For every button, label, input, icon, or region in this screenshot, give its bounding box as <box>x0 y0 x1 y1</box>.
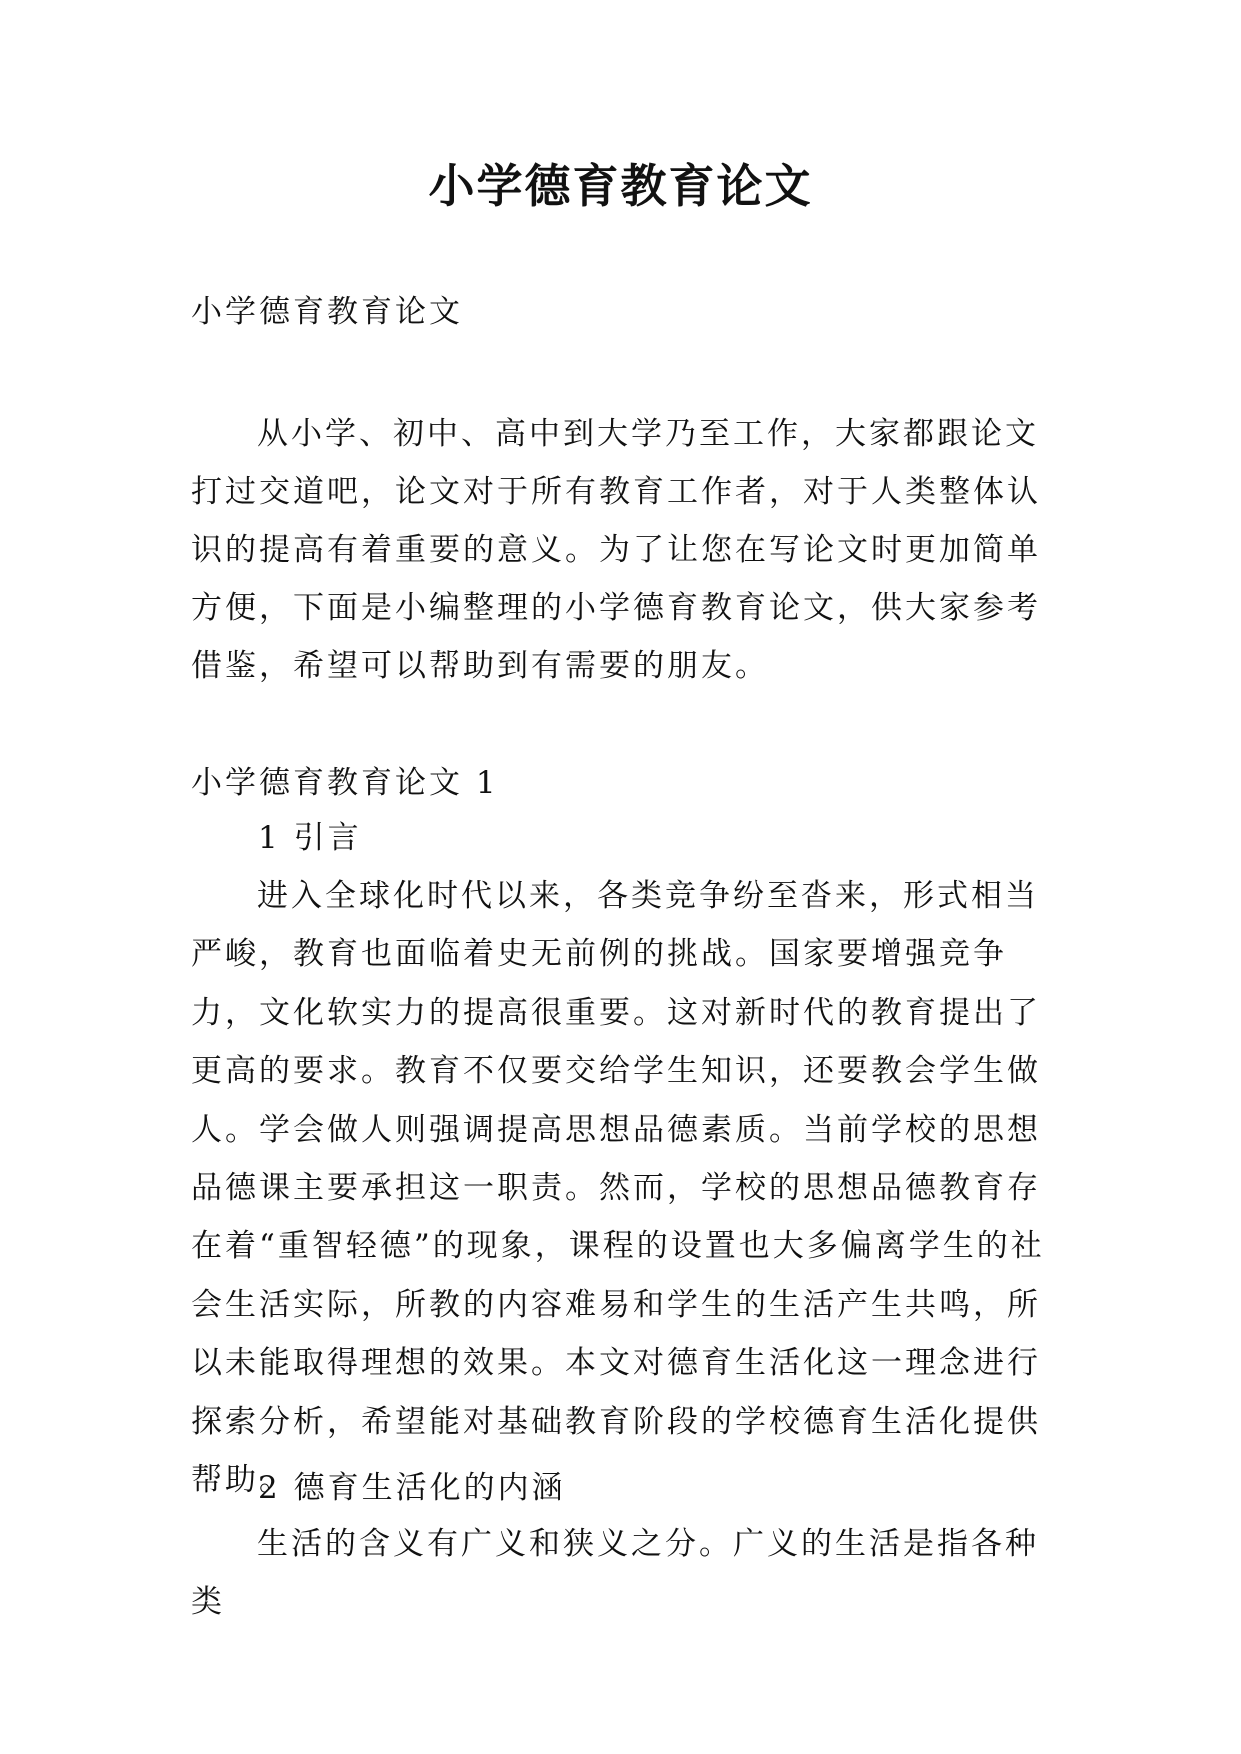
introduction-paragraph: 进入全球化时代以来，各类竞争纷至沓来，形式相当严峻，教育也面临着史无前例的挑战。国家要增强竞争力，文化软实力的提高很重要。这对新时代的教育提出了更高的要求。教育不仅要交给学生知识，还要教会学生做人。学会做人则强调提高思想品德素质。当前学校的思想品德课主要承担这一职责。然而，学校的思想品德教育存在着“重智轻德”的现象，课程的设置也大多偏离学生的社会生活实际，所教的内容难易和学生的生活产生共鸣，所以未能取得理想的效果。本文对德育生活化这一理念进行探索分析，希望能对基础教育阶段的学校德育生活化提供帮助。 <box>191 878 1045 1499</box>
subsection-heading-concept: 2 德育生活化的内涵 <box>258 1470 566 1506</box>
subsection-heading-introduction: 1 引言 <box>258 820 362 856</box>
intro-paragraph: 从小学、初中、高中到大学乃至工作，大家都跟论文打过交道吧，论文对于所有教育工作者，对于人类整体认识的提高有着重要的意义。为了让您在写论文时更加简单方便，下面是小编整理的小学德育教育论文，供大家参考借鉴，希望可以帮助到有需要的朋友。 <box>191 416 1041 684</box>
document-subtitle: 小学德育教育论文 <box>191 294 463 330</box>
concept-paragraph: 生活的含义有广义和狭义之分。广义的生活是指各种类 <box>191 1526 1039 1620</box>
section-heading: 小学德育教育论文 1 <box>191 765 499 801</box>
document-title: 小学德育教育论文 <box>428 159 813 213</box>
